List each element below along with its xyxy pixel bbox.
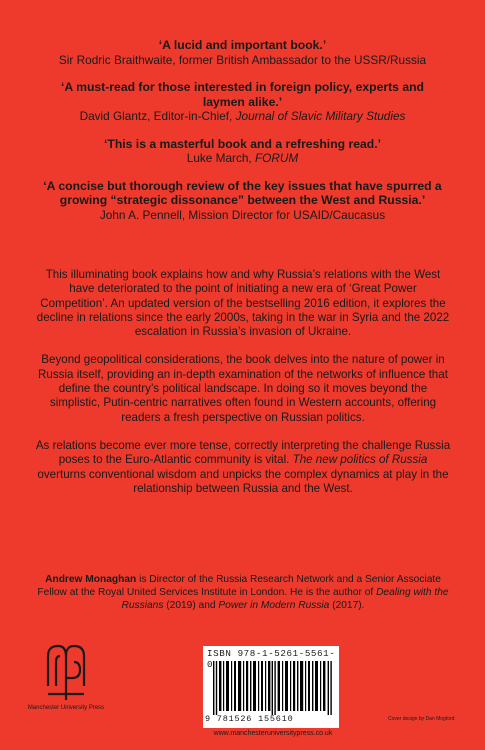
barcode-icon — [213, 661, 333, 715]
endorsement — [0, 137, 485, 166]
endorsement-attribution — [0, 109, 485, 124]
endorsement-attribution — [0, 53, 485, 68]
endorsements — [0, 38, 485, 235]
bio-text: (2019) and — [163, 600, 219, 612]
book-title: Dealing with the Russians — [121, 587, 449, 612]
endorsement-quote: ‘A concise but thorough review of the key issues that have spurred a growing “strategic dissonance” between the West and Russia.’ — [43, 178, 442, 207]
author-bio — [34, 573, 452, 613]
blurb-paragraph-2: Beyond geopolitical considerations, the book delves into the nature of power in Russia itself, providing an in-depth examination of the networks of influence that define the country’s political landscape. In doing so it moves beyond the simplistic, Putin-centric narratives often found in Western accounts, offering readers a fresh perspective on Russian politics. — [38, 353, 448, 424]
publisher-logo-icon — [44, 642, 88, 702]
book-title: Power in Modern Russia — [218, 600, 330, 612]
publisher-name: Manchester University Press — [27, 705, 105, 711]
endorsement-attribution — [0, 208, 485, 223]
isbn-barcode-block — [203, 646, 339, 728]
publisher-url[interactable]: www.manchesteruniversitypress.co.uk — [213, 730, 333, 737]
attribution-name: Sir Rodric Braithwaite, former British Ambassador to the USSR/Russia — [58, 52, 427, 67]
attribution-name: Luke March, — [186, 151, 255, 165]
blurb — [34, 268, 452, 510]
bio-text: is Director of the Russia Research Network and a Senior Associate Fellow at the Royal United Services Institute in London. He is the author of — [37, 574, 441, 599]
cover-design-credit: Cover design by Dan Mogford — [388, 716, 455, 722]
endorsement-quote: ‘This is a masterful book and a refreshing read.’ — [103, 136, 381, 151]
barcode-digits: 9 781526 155610 — [205, 714, 294, 724]
endorsement-quote: ‘A must-read for those interested in foreign policy, experts and laymen alike.’ — [61, 80, 424, 109]
endorsement-quote: ‘A lucid and important book.’ — [158, 38, 327, 52]
endorsement — [0, 179, 485, 223]
blurb-text: As relations become ever more tense, correctly interpreting the challenge Russia poses to the Euro-Atlantic community is vital. — [35, 438, 451, 467]
blurb-paragraph-1: This illuminating book explains how and why Russia’s relations with the West have deteriorated to the point of initiating a new era of ‘Great Power Competition’. An updated version of the bestselling 2016 edition, it explores the decline in relations since the early 2000s, taking in the war in Syria and the 2022 escalation in Russia’s invasion of Ukraine. — [36, 268, 450, 339]
endorsement-attribution — [0, 151, 485, 166]
attribution-publication: FORUM — [254, 151, 299, 165]
attribution-name: David Glantz, Editor-in-Chief, — [79, 109, 236, 123]
endorsement — [0, 80, 485, 124]
isbn-label: ISBN 978-1-5261-5561-0 — [207, 648, 336, 670]
blurb-paragraph-3 — [34, 439, 452, 496]
author-name: Andrew Monaghan — [45, 574, 137, 585]
book-title: The new politics of Russia — [292, 453, 428, 467]
attribution-publication: Journal of Slavic Military Studies — [235, 109, 406, 123]
bio-text: (2017). — [329, 600, 365, 612]
endorsement — [0, 38, 485, 67]
attribution-name: John A. Pennell, Mission Director for USAID/Caucasus — [99, 207, 386, 222]
blurb-text: overturns conventional wisdom and unpicks the complex dynamics at play in the relationship between Russia and the West. — [37, 467, 449, 495]
